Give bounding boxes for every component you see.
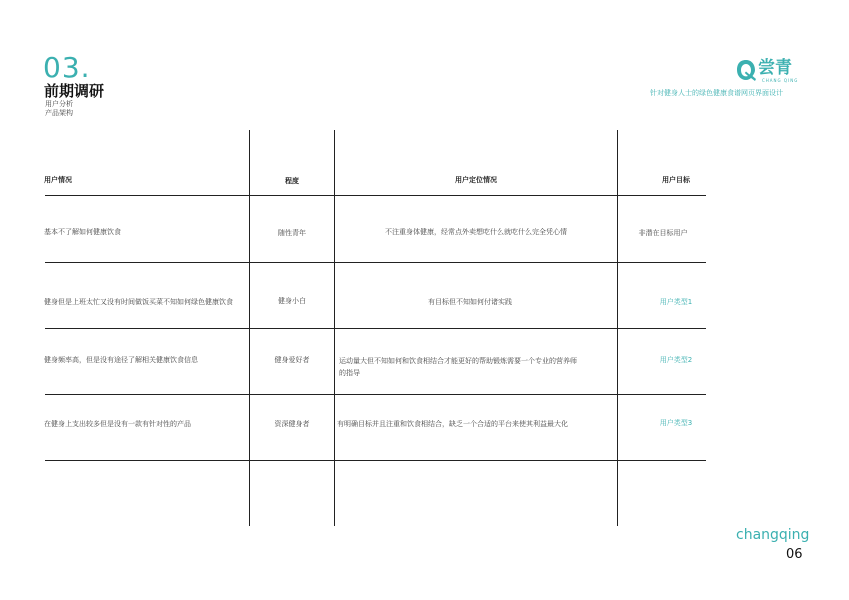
row2-level: 健身小白: [278, 297, 306, 305]
row4-positioning: 有明确目标并且注重和饮食相结合，缺乏一个合适的平台来使其利益最大化: [337, 420, 568, 428]
brand-tagline: 针对健身人士的绿色健康食谱网页界面设计: [650, 89, 783, 97]
logo-name-cn: 尝青: [758, 58, 792, 78]
section-title: 前期调研: [44, 82, 105, 100]
header-user-situation: 用户情况: [44, 176, 72, 184]
row3-goal: 用户类型2: [659, 356, 693, 364]
page-number: 06: [786, 547, 803, 562]
header-user-positioning: 用户定位情况: [455, 176, 497, 184]
row3-positioning: 运动量大但不知如何和饮食相结合才能更好的帮助锻炼需要一个专业的营养师的指导: [339, 357, 577, 377]
subtitle-product-architecture: 产品架构: [45, 109, 73, 117]
footer-brand: changqing: [736, 527, 810, 543]
table-row-divider: [45, 394, 706, 395]
row3-level: 健身爱好者: [274, 356, 310, 364]
row1-goal: 非潜在目标用户: [638, 229, 688, 237]
table-row-divider: [45, 328, 706, 329]
row3-situation: 健身频率高，但是没有途径了解相关健康饮食信息: [44, 356, 198, 364]
table-row-divider: [45, 460, 706, 461]
q-leaf-icon: [734, 57, 758, 83]
row4-situation: 在健身上支出较多但是没有一款有针对性的产品: [44, 420, 191, 428]
header-user-goal: 用户目标: [662, 176, 690, 184]
row2-goal: 用户类型1: [659, 298, 693, 306]
row1-positioning: 不注重身体健康，经常点外卖想吃什么就吃什么完全凭心情: [385, 228, 567, 236]
row2-situation: 健身但是上班太忙又没有时间做饭买菜不知如何绿色健康饮食: [44, 298, 233, 306]
row2-positioning: 有目标但不知如何付诸实践: [428, 298, 512, 306]
header-level: 程度: [285, 177, 299, 185]
logo-name-en: CHANG QING: [762, 78, 799, 83]
row1-situation: 基本不了解如何健康饮食: [44, 228, 121, 236]
section-number: 03.: [43, 51, 91, 84]
subtitle-user-analysis: 用户分析: [45, 100, 73, 108]
row1-level: 随性青年: [278, 229, 306, 237]
row4-level: 资深健身者: [274, 420, 310, 428]
brand-logo: [734, 57, 804, 85]
table-row-divider: [45, 262, 706, 263]
table-row-divider: [45, 195, 706, 196]
row4-goal: 用户类型3: [659, 419, 693, 427]
